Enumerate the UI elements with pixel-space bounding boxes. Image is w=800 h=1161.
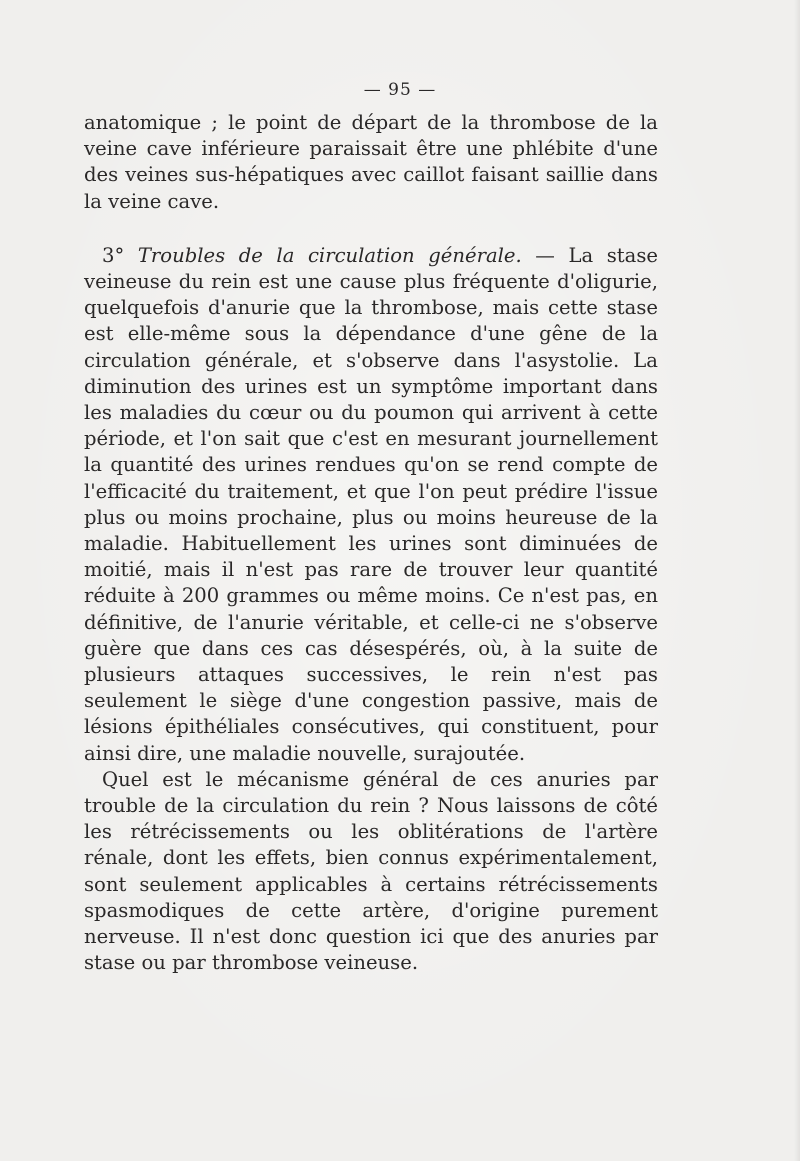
body-text — [84, 110, 658, 977]
section-number: 3° — [102, 243, 138, 267]
paragraph-anatomique: anatomique ; le point de départ de la thrombose de la veine cave inférieure paraissait être une phlébite d'une des veines sus-hépatiques avec caillot faisant saillie dans la veine cave. — [84, 111, 658, 213]
page-number: — 95 — — [363, 80, 437, 100]
paragraph-gap — [84, 215, 658, 243]
paragraph-troubles-circulation — [84, 243, 658, 767]
section-body: — La stase veineuse du rein est une cause plus fréquente d'oligurie, quelquefois d'anurie que la thrombose, mais cette stase est elle-même sous la dépendance d'une gêne de la circulation générale, et s'observe dans l'asystolie. La diminution des urines est un symptôme important dans les maladies du cœur ou du poumon qui arrivent à cette période, et l'on sait que c'est en mesurant journellement la quantité des urines rendues qu'on se rend compte de l'efficacité du traitement, et que l'on peut prédire l'issue plus ou moins prochaine, plus ou moins heureuse de la maladie. Habituellement les urines sont diminuées de moitié, mais il n'est pas rare de trouver leur quantité réduite à 200 grammes ou même moins. Ce n'est pas, en définitive, de l'anurie véritable, et celle-ci ne s'observe guère que dans ces cas désespérés, où, à la suite de plusieurs attaques successives, le rein n'est pas seulement le siège d'une congestion passive, mais de lésions épithéliales consécutives, qui constituent, pour ainsi dire, une maladie nouvelle, surajoutée. — [84, 243, 658, 765]
section-heading: Troubles de la circulation générale. — [137, 243, 522, 267]
page-edge — [794, 0, 800, 1161]
paragraph-mecanisme: Quel est le mécanisme général de ces anuries par trouble de la circulation du rein ? Nous laissons de côté les rétrécissements ou les oblitérations de l'artère rénale, dont les effets, bien connus expérimentalement, sont seulement applicables à certains rétrécissements spasmodiques de cette artère, d'origine purement nerveuse. Il n'est donc question ici que des anuries par stase ou par thrombose veineuse. — [84, 767, 658, 975]
